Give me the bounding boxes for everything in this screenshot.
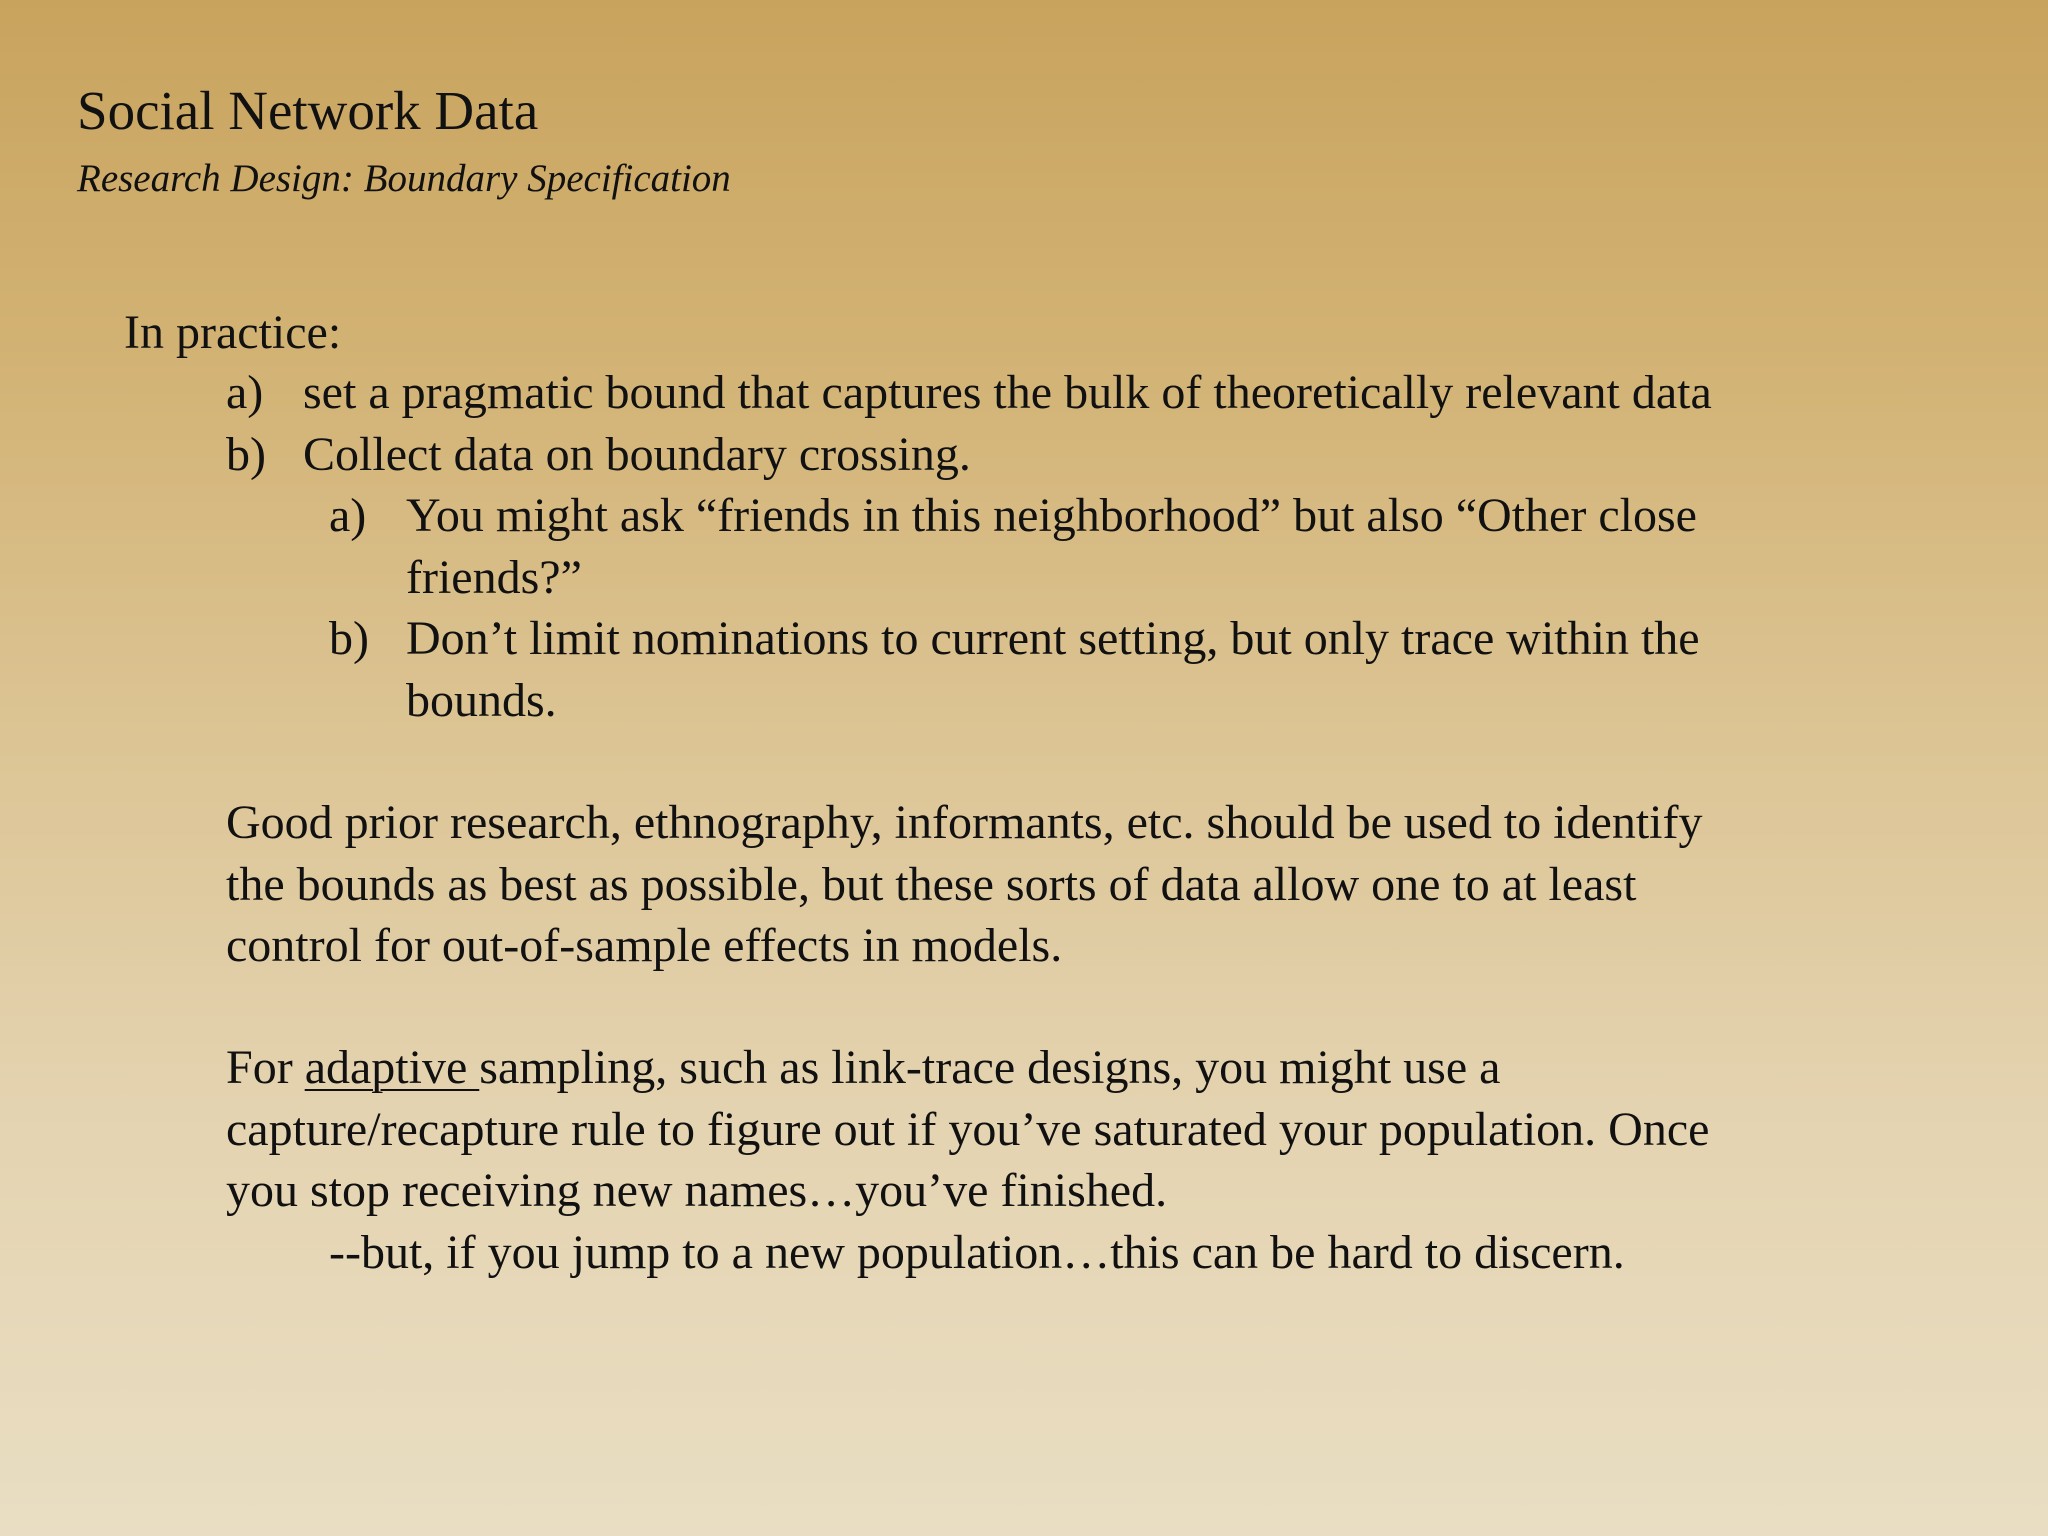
item-text-a: set a pragmatic bound that captures the bulk of theoretically relevant data — [303, 366, 1712, 419]
paragraph-1-line-1: Good prior research, ethnography, informants, etc. should be used to identify — [226, 796, 1703, 849]
paragraph-2-line-2: capture/recapture rule to figure out if you’ve saturated your population. Once — [226, 1103, 1710, 1156]
paragraph-2-prefix: For — [226, 1041, 305, 1094]
item-text-b: Collect data on boundary crossing. — [303, 428, 971, 481]
slide-subtitle: Research Design: Boundary Specification — [77, 157, 731, 200]
paragraph-1-line-3: control for out-of-sample effects in models. — [226, 919, 1063, 972]
subitem-text-b-line2: bounds. — [406, 674, 557, 727]
subitem-marker-a: a) — [329, 489, 367, 542]
subitem-text-a-line1: You might ask “friends in this neighborhood” but also “Other close — [406, 489, 1697, 542]
item-marker-a: a) — [226, 366, 264, 419]
paragraph-2-suffix: sampling, such as link-trace designs, you might use a — [479, 1041, 1501, 1094]
item-marker-b: b) — [226, 428, 266, 481]
adaptive-underlined-text: adaptive — [304, 1041, 480, 1094]
paragraph-2-line-1 — [226, 1038, 1500, 1098]
subitem-marker-b: b) — [329, 612, 369, 665]
slide-title: Social Network Data — [77, 80, 539, 141]
paragraph-1-line-2: the bounds as best as possible, but these sorts of data allow one to at least — [226, 858, 1637, 911]
subitem-text-a-line2: friends?” — [406, 551, 582, 604]
intro-text: In practice: — [124, 306, 342, 359]
paragraph-2-line-3: you stop receiving new names…you’ve finished. — [226, 1164, 1168, 1217]
paragraph-2-line-4: --but, if you jump to a new population…this can be hard to discern. — [329, 1226, 1625, 1279]
subitem-text-b-line1: Don’t limit nominations to current setting, but only trace within the — [406, 612, 1700, 665]
